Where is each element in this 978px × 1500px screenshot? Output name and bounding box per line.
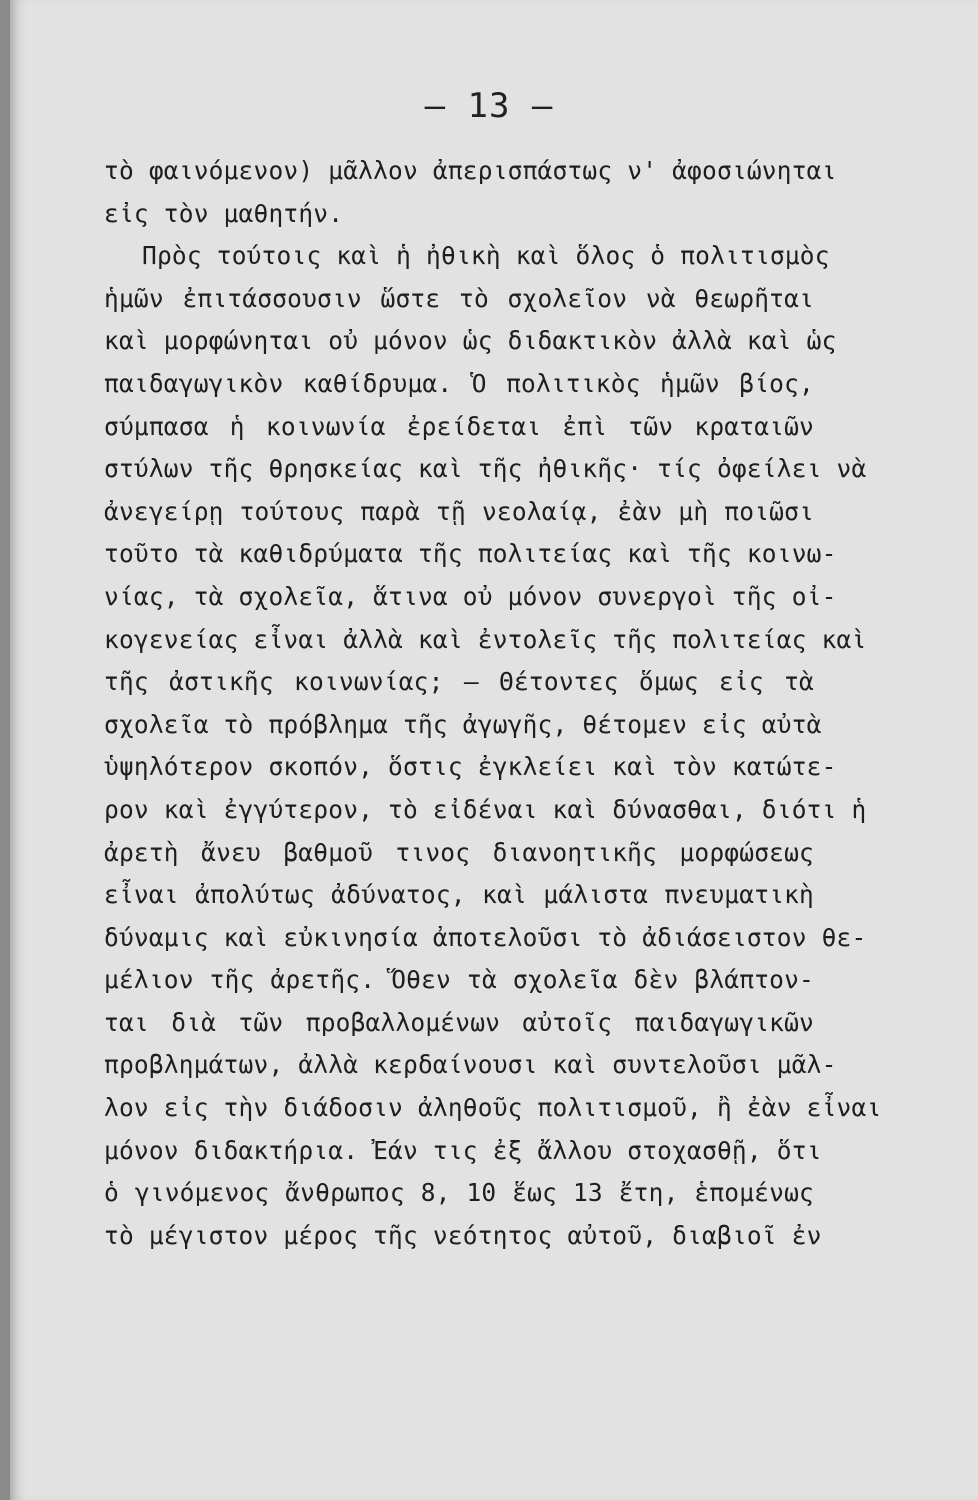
text-line: καὶ μορφώνηται οὐ μόνον ὡς διδακτικὸν ἀλλὰ καὶ ὡς <box>104 326 837 356</box>
text-line: σύμπασα ἡ κοινωνία ἐρείδεται ἐπὶ τῶν κραταιῶν <box>104 411 814 441</box>
text-line: ὁ γινόμενος ἄνθρωπος 8, 10 ἕως 13 ἔτη, ἑπομένως <box>104 1178 814 1208</box>
text-line: ἡμῶν ἐπιτάσσουσιν ὥστε τὸ σχολεῖον νὰ θεωρῆται <box>104 283 814 313</box>
text-line: λον εἰς τὴν διάδοσιν ἀληθοῦς πολιτισμοῦ, ἢ ἐὰν εἶναι <box>104 1093 882 1123</box>
text-line: τὸ μέγιστον μέρος τῆς νεότητος αὐτοῦ, διαβιοῖ ἐν <box>104 1220 822 1250</box>
page-binding-edge <box>0 0 10 1500</box>
text-line: ται διὰ τῶν προβαλλομένων αὐτοῖς παιδαγωγικῶν <box>104 1007 814 1037</box>
text-line: ὑψηλότερον σκοπόν, ὅστις ἐγκλείει καὶ τὸν κατώτε- <box>104 752 837 782</box>
text-line: μέλιον τῆς ἀρετῆς. Ὅθεν τὰ σχολεῖα δὲν βλάπτον- <box>104 965 814 995</box>
text-line: σχολεῖα τὸ πρόβλημα τῆς ἀγωγῆς, θέτομεν εἰς αὐτὰ <box>104 709 822 739</box>
text-line: εἶναι ἀπολύτως ἀδύνατος, καὶ μάλιστα πνευματικὴ <box>104 880 814 910</box>
text-line: δύναμις καὶ εὐκινησία ἀποτελοῦσι τὸ ἀδιάσειστον θε- <box>104 922 867 952</box>
text-line: τῆς ἀστικῆς κοινωνίας; — Θέτοντες ὅμως εἰς τὰ <box>104 667 814 697</box>
text-line: νίας, τὰ σχολεῖα, ἅτινα οὐ μόνον συνεργοὶ τῆς οἰ- <box>104 581 837 611</box>
text-line: ἀρετὴ ἄνευ βαθμοῦ τινος διανοητικῆς μορφώσεως <box>104 837 814 867</box>
page-number: — 13 — <box>424 86 554 126</box>
text-line: κογενείας εἶναι ἀλλὰ καὶ ἐντολεῖς τῆς πολιτείας καὶ <box>104 624 867 654</box>
text-line: παιδαγωγικὸν καθίδρυμα. Ὁ πολιτικὸς ἡμῶν βίος, <box>104 368 814 398</box>
text-line: μόνον διδακτήρια. Ἐάν τις ἐξ ἄλλου στοχασθῇ, ὅτι <box>104 1135 822 1165</box>
text-line: τοῦτο τὰ καθιδρύματα τῆς πολιτείας καὶ τῆς κοινω- <box>104 539 837 569</box>
text-line: προβλημάτων, ἀλλὰ κερδαίνουσι καὶ συντελοῦσι μᾶλ- <box>104 1050 837 1080</box>
text-line: ρον καὶ ἐγγύτερον, τὸ εἰδέναι καὶ δύνασθαι, διότι ἡ <box>104 794 867 824</box>
text-line: εἰς τὸν μαθητήν. <box>104 198 344 228</box>
text-line: ἀνεγείρῃ τούτους παρὰ τῇ νεολαίᾳ, ἐὰν μὴ ποιῶσι <box>104 496 814 526</box>
body-text <box>104 150 882 1257</box>
text-line: τὸ φαινόμενον) μᾶλλον ἀπερισπάστως ν' ἀφοσιώνηται <box>104 156 837 185</box>
text-line: Πρὸς τούτοις καὶ ἡ ἠθικὴ καὶ ὅλος ὁ πολιτισμὸς <box>142 241 830 271</box>
text-line: στύλων τῆς θρησκείας καὶ τῆς ἠθικῆς· τίς ὀφείλει νὰ <box>104 454 867 484</box>
